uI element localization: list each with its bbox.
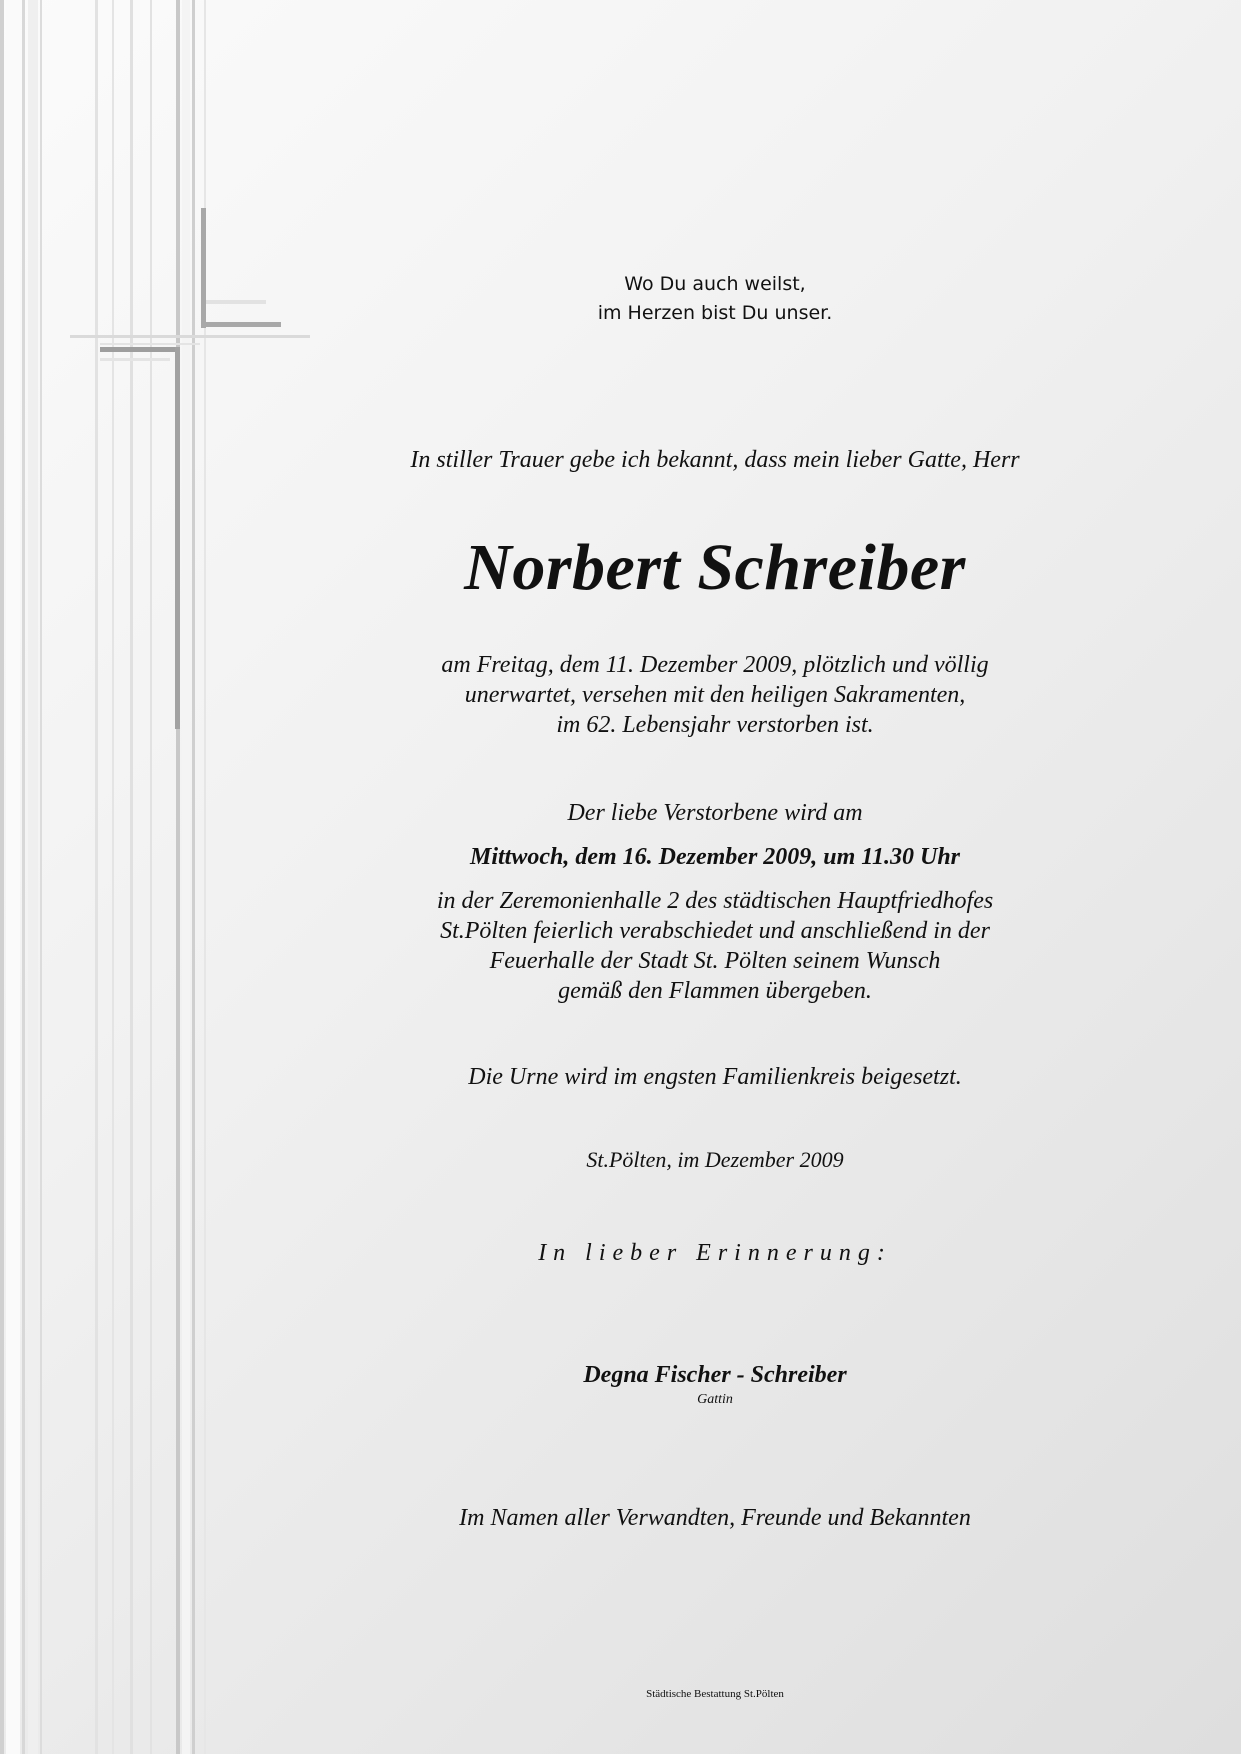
urn-note: Die Urne wird im engsten Familienkreis beigesetzt. (468, 1064, 962, 1090)
death-details-line-2: unerwartet, versehen mit den heiligen Sakramenten, (464, 682, 966, 708)
intro-text: In stiller Trauer gebe ich bekannt, dass mein lieber Gatte, Herr (410, 447, 1020, 473)
place-date: St.Pölten, im Dezember 2009 (586, 1147, 844, 1172)
death-details-line-3: im 62. Lebensjahr verstorben ist. (556, 712, 874, 738)
ceremony-details-line-1: in der Zeremonienhalle 2 des städtischen Hauptfriedhofes (436, 888, 994, 914)
ceremony-details-line-4: gemäß den Flammen übergeben. (558, 978, 872, 1004)
memory-heading: In lieber Erinnerung: (538, 1240, 892, 1266)
deceased-name: Norbert Schreiber (464, 531, 966, 604)
ceremony-date: Mittwoch, dem 16. Dezember 2009, um 11.30 Uhr (469, 844, 961, 870)
mourner-name: Degna Fischer - Schreiber (583, 1362, 847, 1388)
ceremony-intro: Der liebe Verstorbene wird am (567, 800, 863, 826)
death-details-line-1: am Freitag, dem 11. Dezember 2009, plötzlich und völlig (441, 652, 989, 678)
mourner-relation: Gattin (697, 1392, 733, 1407)
ceremony-details-line-3: Feuerhalle der Stadt St. Pölten seinem Wunsch (489, 948, 941, 974)
footer-text: Städtische Bestattung St.Pölten (646, 1688, 784, 1700)
ceremony-details-line-2: St.Pölten feierlich verabschiedet und anschließend in der (440, 918, 990, 944)
motto-line-2: im Herzen bist Du unser. (597, 302, 833, 324)
motto-line-1: Wo Du auch weilst, (624, 273, 806, 295)
closing-text: Im Namen aller Verwandten, Freunde und Bekannten (459, 1505, 971, 1531)
